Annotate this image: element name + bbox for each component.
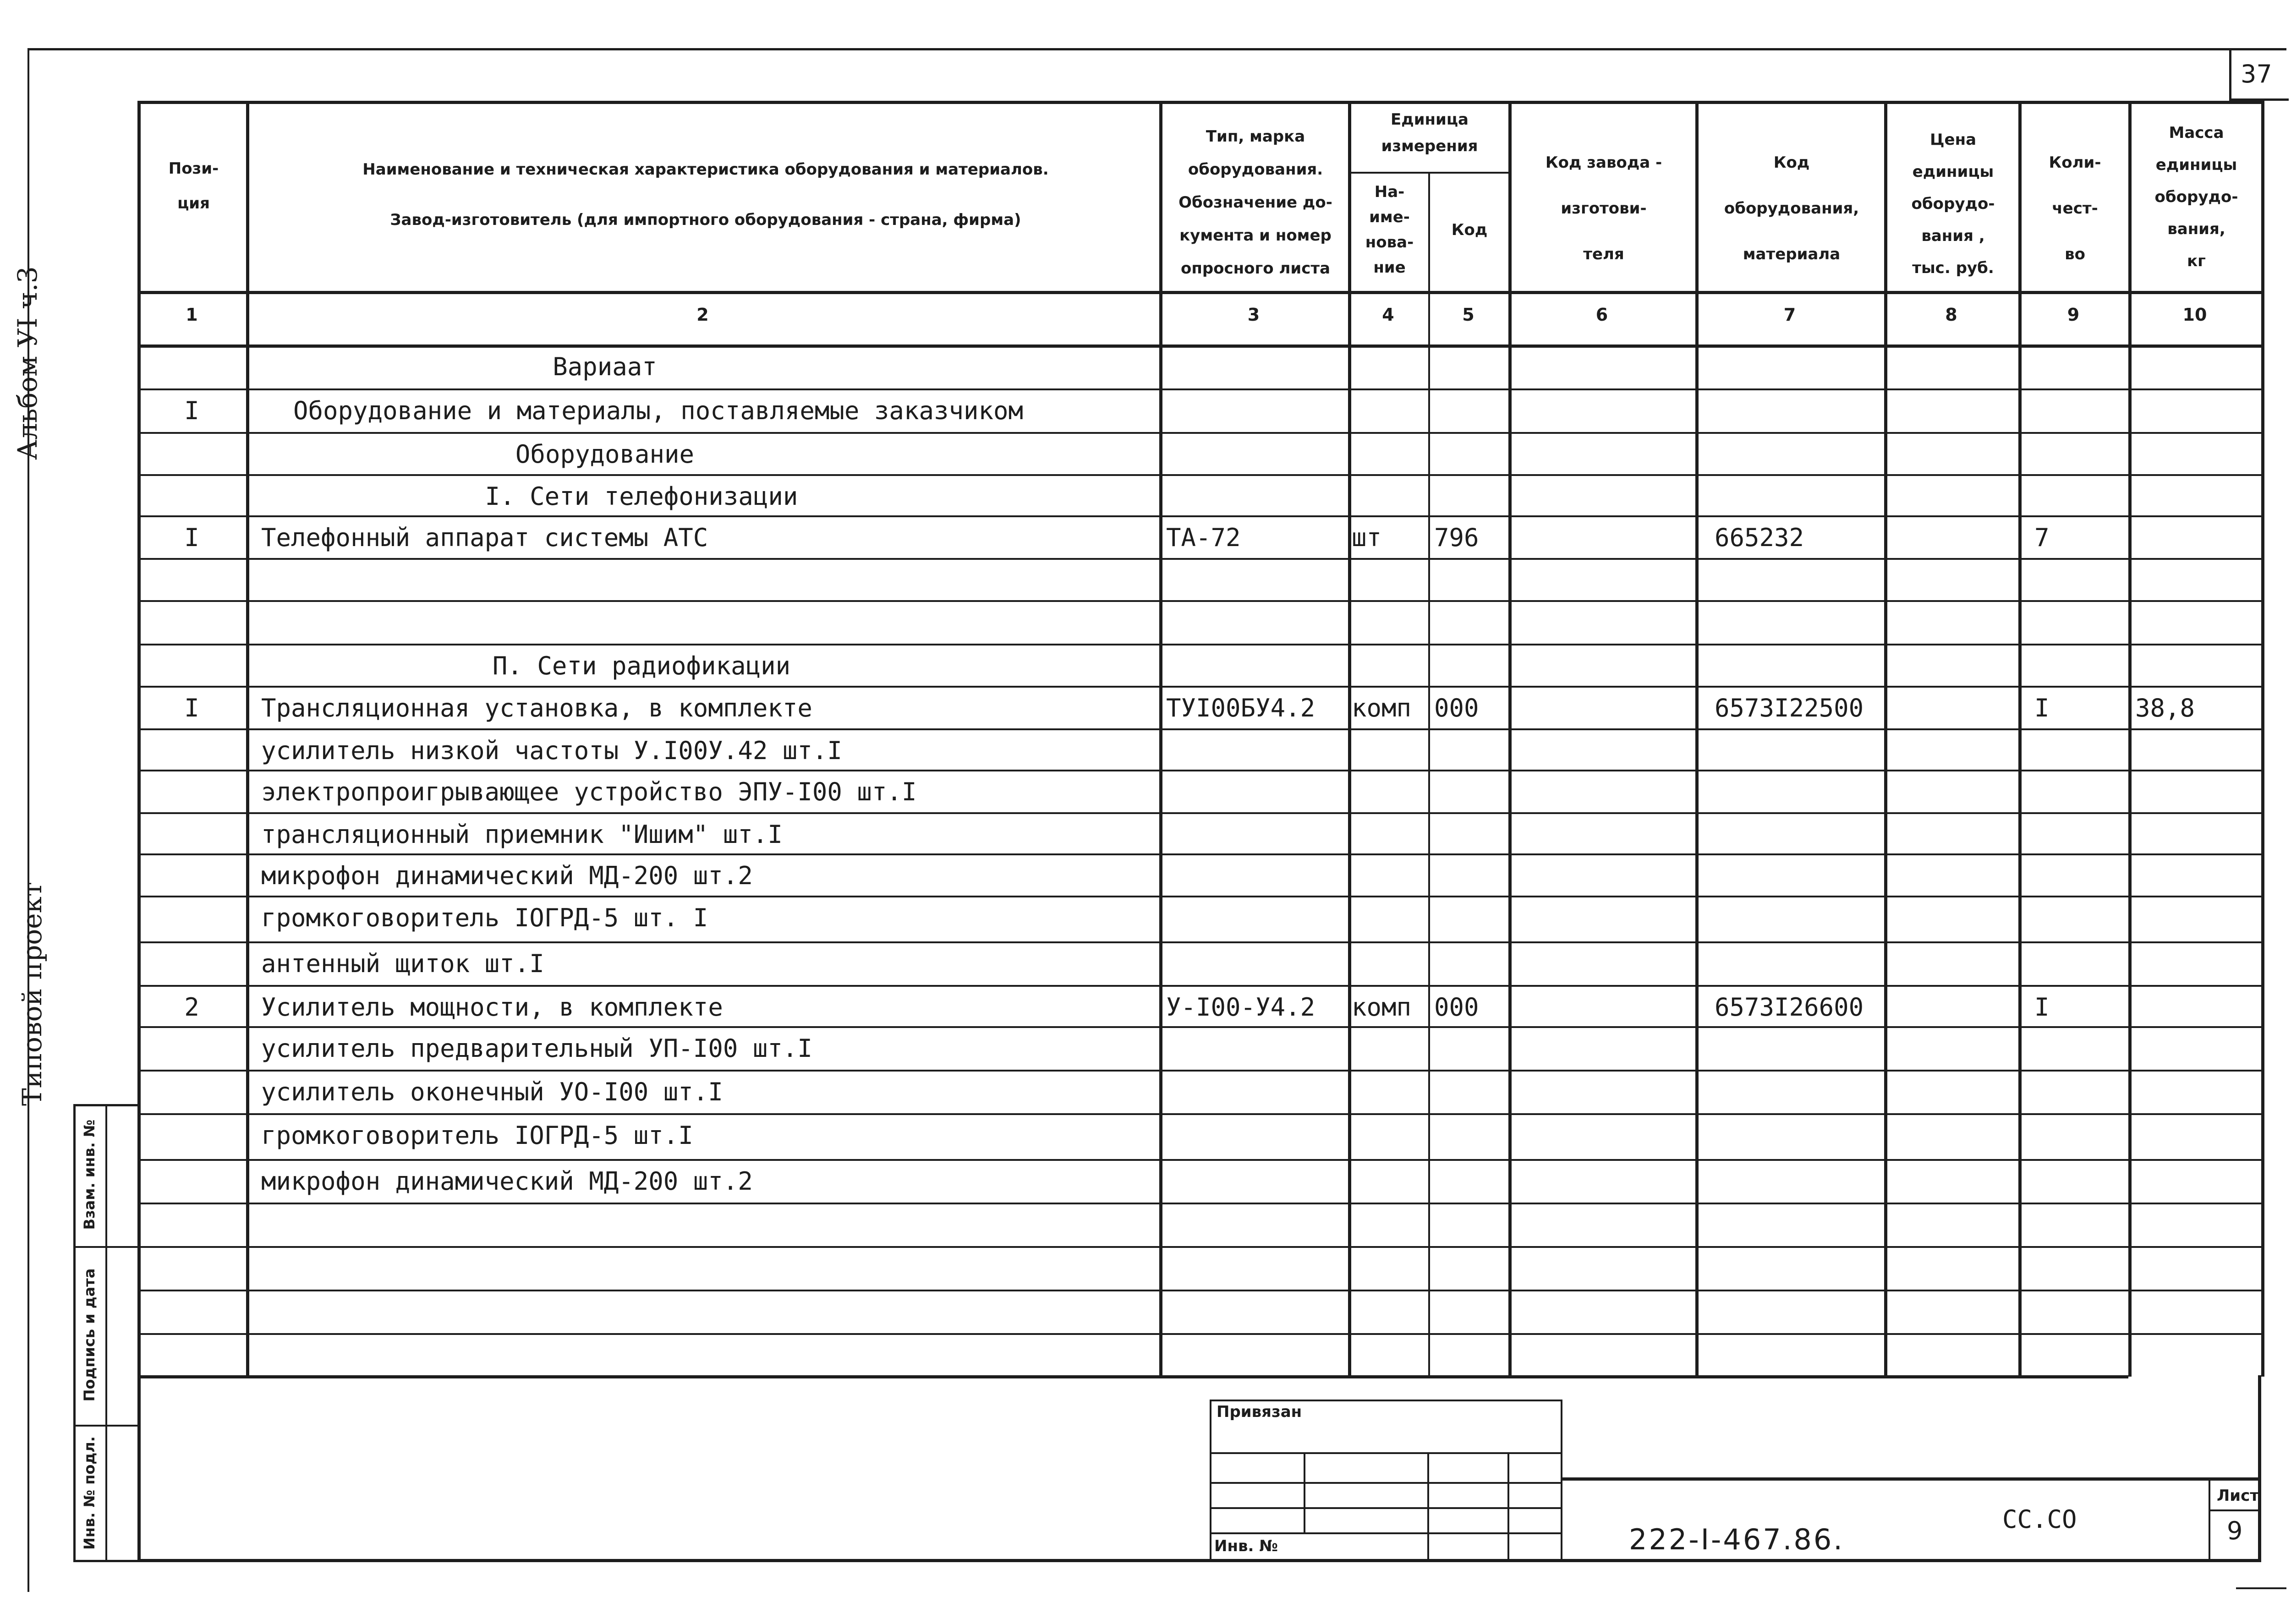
col-line-4 — [1428, 172, 1430, 1377]
row-unit: шт — [1352, 523, 1382, 552]
col-line-7 — [1884, 101, 1887, 1377]
stamp-top-line — [1562, 1477, 2261, 1481]
row-equip: 665232 — [1715, 523, 1804, 552]
row-separator — [137, 985, 2261, 987]
colnum-5: 5 — [1462, 305, 1474, 325]
row-separator — [137, 600, 2261, 602]
header-bottom — [137, 291, 2261, 294]
row-name: электропроигрывающее устройство ЭПУ-I00 шт.I — [261, 777, 917, 806]
row-name: Телефонный аппарат системы АТС — [261, 523, 708, 552]
row-separator — [137, 1113, 2261, 1115]
row-name: громкоговоритель IОГРД-5 шт. I — [261, 903, 708, 932]
row-code: 000 — [1434, 694, 1479, 722]
row-separator — [137, 1333, 2261, 1335]
row-separator — [137, 1159, 2261, 1161]
colnum-9: 9 — [2067, 305, 2080, 325]
row-name: Вариаат — [553, 352, 657, 381]
privyazan-vline-3 — [1507, 1452, 1509, 1562]
row-name: микрофон динамический МД-200 шт.2 — [261, 861, 753, 890]
row-separator — [137, 853, 2261, 855]
row-name: усилитель низкой частоты У.I00У.42 шт.I — [261, 736, 842, 765]
colnum-8: 8 — [1945, 305, 1957, 325]
sheet-label: Лист — [2217, 1487, 2259, 1505]
privyazan-line-3 — [1210, 1507, 1562, 1509]
stamp-field-vzam: Взам. инв. № — [81, 1119, 98, 1230]
col-line-3 — [1348, 101, 1351, 1377]
row-unit: комп — [1352, 694, 1412, 722]
row-name: П. Сети радиофикации — [492, 651, 791, 680]
header-unit-code: Код — [1451, 221, 1488, 239]
col-line-9 — [2128, 101, 2132, 1377]
title-block-frame — [137, 1375, 2261, 1562]
row-name: трансляционный приемник "Ишим" шт.I — [261, 820, 783, 849]
row-pos: I — [184, 523, 199, 552]
row-name: Оборудование — [515, 440, 695, 469]
row-type: ТУI00БУ4.2 — [1166, 694, 1315, 722]
row-name: Трансляционная установка, в комплекте — [261, 694, 812, 722]
header-unit: Единица измерения — [1381, 110, 1478, 155]
header-factory-code: Код завода - изготови- теля — [1545, 153, 1662, 263]
row-separator — [137, 644, 2261, 645]
row-code: 796 — [1434, 523, 1479, 552]
col-line-1 — [246, 101, 249, 1377]
row-pos: I — [184, 694, 199, 722]
row-separator — [137, 515, 2261, 517]
row-mass: 38,8 — [2135, 694, 2195, 722]
row-qty: 7 — [2034, 523, 2050, 552]
sheet-number: 9 — [2227, 1516, 2243, 1545]
unit-split — [1348, 172, 1508, 174]
privyazan-line-4 — [1210, 1532, 1562, 1534]
privyazan-vline-2 — [1427, 1452, 1429, 1562]
row-name: микрофон динамический МД-200 шт.2 — [261, 1167, 753, 1196]
header-mass: Масса единицы оборудо- вания, кг — [2154, 124, 2238, 270]
document-mark: СС.СО — [2002, 1505, 2077, 1534]
header-qty: Коли- чест- во — [2049, 153, 2101, 263]
header-type: Тип, марка оборудования. Обозначение до- кумента и номер опросного листа — [1178, 127, 1332, 278]
stamp-field-inv: Инв. № подл. — [81, 1436, 98, 1550]
row-separator — [137, 1203, 2261, 1204]
row-pos: 2 — [184, 993, 199, 1022]
document-number: 222-I-467.86. — [1629, 1523, 1845, 1556]
row-separator — [137, 770, 2261, 771]
privyazan-line-2 — [1210, 1482, 1562, 1484]
col-line-2 — [1159, 101, 1162, 1377]
row-separator — [137, 388, 2261, 390]
col-line-8 — [2018, 101, 2022, 1377]
row-name: антенный щиток шт.I — [261, 949, 544, 978]
row-separator — [137, 941, 2261, 943]
row-separator — [137, 1290, 2261, 1291]
row-qty: I — [2034, 993, 2050, 1022]
colnum-4: 4 — [1382, 305, 1394, 325]
header-name: Наименование и техническая характеристика оборудования и материалов. Завод-изготовитель (для импортного оборудования - страна, фирма) — [362, 160, 1049, 229]
row-pos: I — [184, 396, 199, 425]
header-unit-name: На- име- нова- ние — [1365, 183, 1414, 277]
row-equip: 6573I22500 — [1715, 694, 1864, 722]
sheet-corner-number: 37 — [2241, 60, 2272, 88]
table-top — [137, 101, 2261, 104]
row-separator — [137, 728, 2261, 730]
colnum-1: 1 — [186, 305, 198, 325]
row-name: громкоговоритель IОГРД-5 шт.I — [261, 1121, 693, 1150]
row-name: усилитель оконечный УО-I00 шт.I — [261, 1077, 723, 1106]
col-line-5 — [1508, 101, 1512, 1377]
row-separator — [137, 1246, 2261, 1248]
table-right-lower — [2261, 861, 2264, 1377]
row-name: I. Сети телефонизации — [485, 482, 798, 511]
row-separator — [137, 432, 2261, 434]
corner-tick — [2236, 1587, 2286, 1589]
inv-no-label: Инв. № — [1214, 1537, 1278, 1555]
row-separator — [137, 686, 2261, 688]
row-name: усилитель предварительный УП-I00 шт.I — [261, 1034, 812, 1063]
row-separator — [137, 474, 2261, 476]
header-equip-code: Код оборудования, материала — [1724, 153, 1859, 263]
album-label: Альбом УI ч.3 — [12, 266, 43, 460]
row-separator — [137, 812, 2261, 814]
colnum-7: 7 — [1783, 305, 1796, 325]
row-type: У-I00-У4.2 — [1166, 993, 1315, 1022]
colnum-bottom — [137, 344, 2261, 348]
row-code: 000 — [1434, 993, 1479, 1022]
sheet-box-left — [2209, 1477, 2210, 1562]
row-separator — [137, 1026, 2261, 1028]
colnum-6: 6 — [1595, 305, 1608, 325]
row-separator — [137, 558, 2261, 560]
row-separator — [137, 896, 2261, 897]
table-right — [2261, 101, 2264, 861]
row-name: Усилитель мощности, в комплекте — [261, 993, 723, 1022]
privyazan-vline-1 — [1304, 1452, 1305, 1532]
row-separator — [137, 1070, 2261, 1072]
header-price: Цена единицы оборудо- вания , тыс. руб. — [1911, 131, 1995, 277]
row-type: ТА-72 — [1166, 523, 1241, 552]
colnum-3: 3 — [1247, 305, 1260, 325]
row-qty: I — [2034, 694, 2050, 722]
col-line-6 — [1695, 101, 1699, 1377]
sheet-box-mid — [2209, 1509, 2261, 1511]
stamp-field-podpis: Подпись и дата — [81, 1268, 98, 1402]
colnum-2: 2 — [696, 305, 709, 325]
header-pos: Пози- ция — [168, 159, 219, 213]
row-name: Оборудование и материалы, поставляемые заказчиком — [293, 396, 1024, 425]
privyazan-label: Привязан — [1217, 1403, 1302, 1421]
privyazan-line-1 — [1210, 1452, 1562, 1454]
row-unit: комп — [1352, 993, 1412, 1022]
row-equip: 6573I26600 — [1715, 993, 1864, 1022]
project-label: Типовой проект — [16, 882, 48, 1106]
colnum-10: 10 — [2182, 305, 2207, 325]
